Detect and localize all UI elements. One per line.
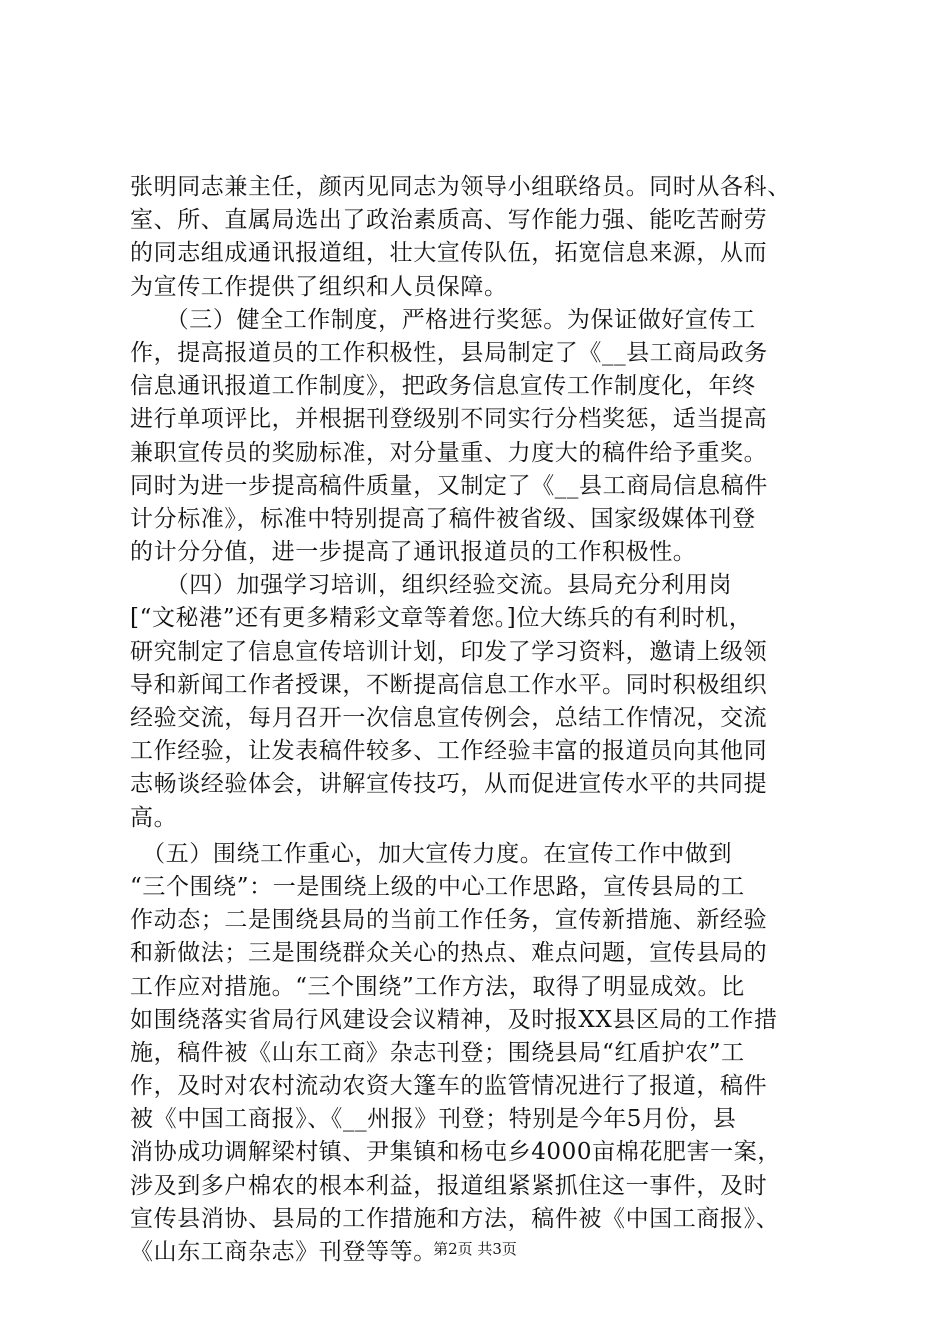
text-line: 的同志组成通讯报道组，壮大宣传队伍，拓宽信息来源，从而 [130,240,768,267]
text-line: 的计分分值，进一步提高了通讯报道员的工作积极性。 [130,539,697,566]
paragraph-five-heading-line: （五）围绕工作重心，加大宣传力度。在宣传工作中做到 [130,840,733,867]
text-line: 被《中国工商报》、《__州报》刊登；特别是今年5月份，县 [130,1106,737,1133]
text-line: 志畅谈经验体会，讲解宣传技巧，从而促进宣传水平的共同提 [130,771,768,798]
text-line: 作，及时对农村流动农资大篷车的监管情况进行了报道，稿件 [130,1073,768,1100]
text-line: 高。 [130,804,178,831]
text-line: 涉及到多户棉农的根本利益，报道组紧紧抓住这一事件，及时 [130,1172,768,1199]
text-line: 如围绕落实省局行风建设会议精神，及时报XX县区局的工作措 [130,1006,778,1033]
text-line: 计分标准》，标准中特别提高了稿件被省级、国家级媒体刊登 [130,505,756,532]
text-line: 施，稿件被《山东工商》杂志刊登；围绕县局“红盾护农”工 [130,1039,745,1066]
text-line: 室、所、直属局选出了政治素质高、写作能力强、能吃苦耐劳 [130,207,768,234]
text-line: 工作经验，让发表稿件较多、工作经验丰富的报道员向其他同 [130,738,768,765]
text-line: 进行单项评比，并根据刊登级别不同实行分档奖惩，适当提高 [130,406,768,433]
page-number-footer: 第2页 共3页 [433,1240,517,1258]
text-line: 为宣传工作提供了组织和人员保障。 [130,273,508,300]
text-line: 消协成功调解梁村镇、尹集镇和杨屯乡4000亩棉花肥害一案， [130,1139,781,1166]
paragraph-four-heading-line: （四）加强学习培训，组织经验交流。县局充分利用岗 [130,572,733,599]
text-line: 同时为进一步提高稿件质量，又制定了《__县工商局信息稿件 [130,472,768,499]
text-line: 工作应对措施。“三个围绕”工作方法，取得了明显成效。比 [130,973,745,1000]
text-line: 信息通讯报道工作制度》，把政务信息宣传工作制度化，年终 [130,373,756,400]
text-line: 兼职宣传员的奖励标准，对分量重、力度大的稿件给予重奖。 [130,439,768,466]
text-line: 和新做法；三是围绕群众关心的热点、难点问题，宣传县局的 [130,940,768,967]
text-line: 经验交流，每月召开一次信息宣传例会，总结工作情况，交流 [130,705,768,731]
text-line: 作，提高报道员的工作积极性，县局制定了《__县工商局政务 [130,339,768,366]
text-line: “三个围绕”：一是围绕上级的中心工作思路，宣传县局的工 [130,873,745,900]
text-line: 导和新闻工作者授课，不断提高信息工作水平。同时积极组织 [130,671,768,698]
text-line: 作动态；二是围绕县局的当前工作任务，宣传新措施、新经验 [130,907,768,934]
body-text [130,171,830,1269]
text-line: 研究制定了信息宣传培训计划，印发了学习资料，邀请上级领 [130,638,768,665]
text-line: [“文秘港”还有更多精彩文章等着您。]位大练兵的有利时机， [130,605,753,632]
text-line: 张明同志兼主任，颜丙见同志为领导小组联络员。同时从各科、 [130,174,791,200]
text-line: 宣传县消协、县局的工作措施和方法，稿件被《中国工商报》、 [130,1205,780,1232]
text-line: 《山东工商杂志》刊登等等。 [130,1239,437,1265]
paragraph-three-heading-line: （三）健全工作制度，严格进行奖惩。为保证做好宣传工 [130,306,756,333]
